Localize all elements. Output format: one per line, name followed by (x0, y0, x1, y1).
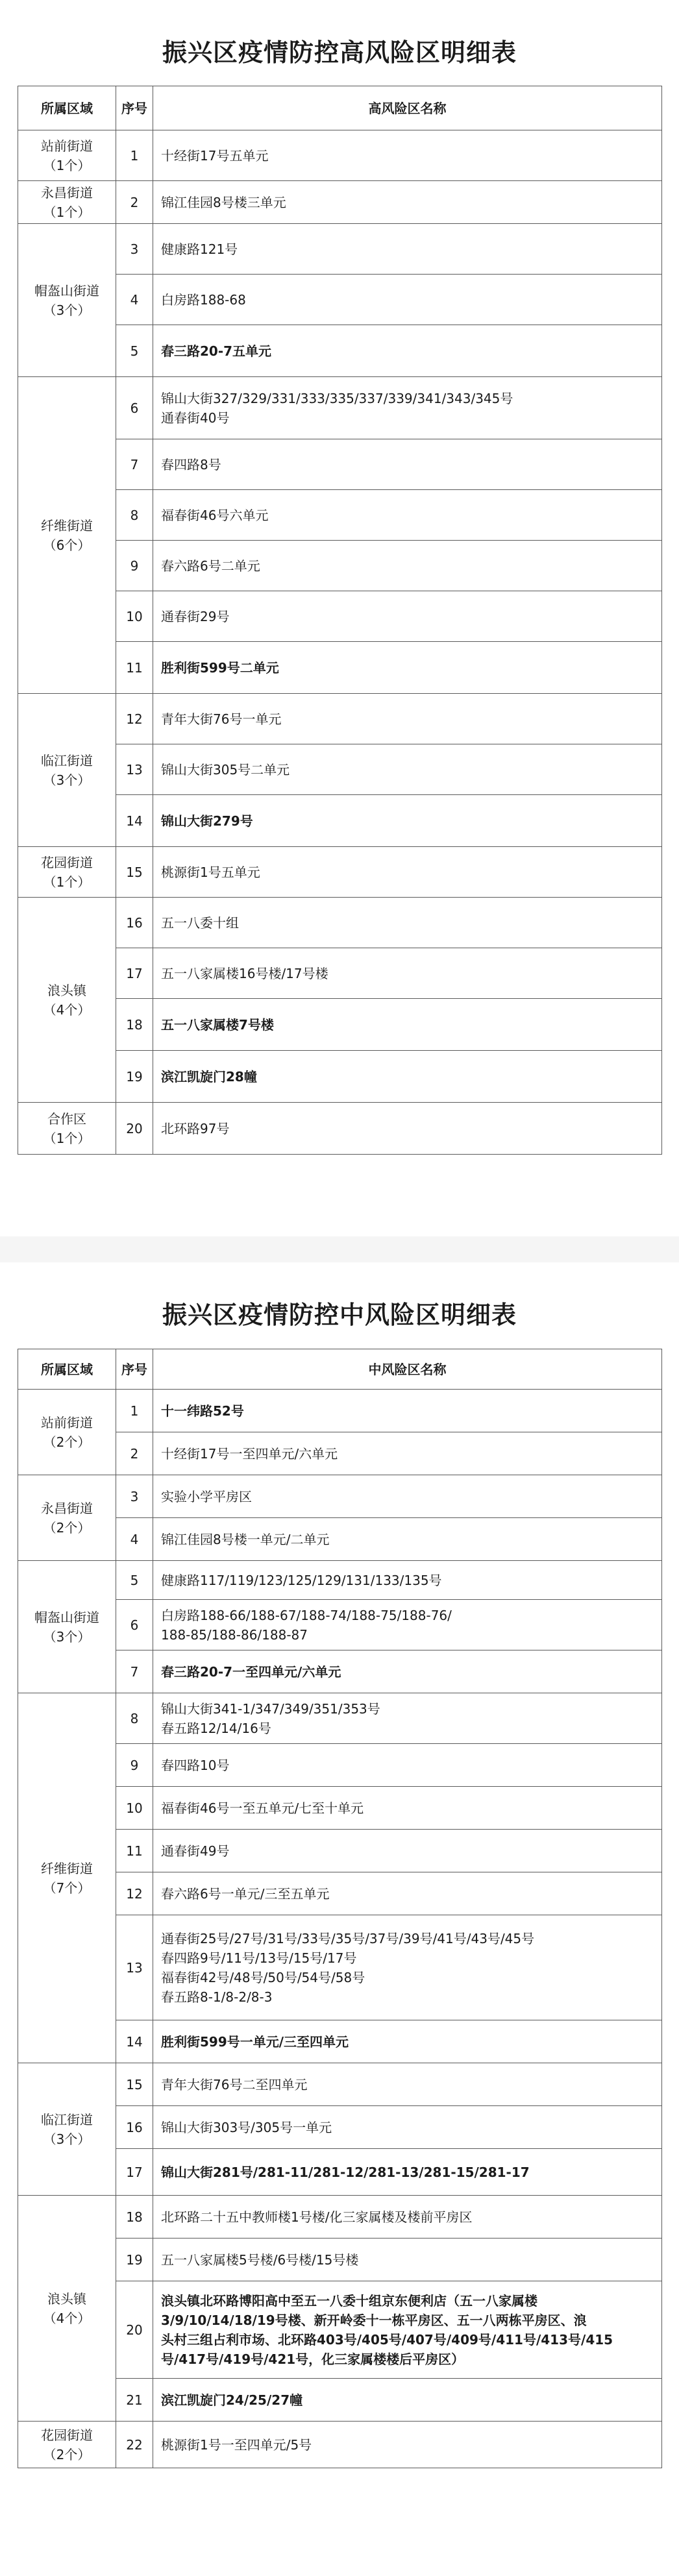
risk-area-name-cell: 春六路6号一单元/三至五单元 (153, 1872, 662, 1915)
risk-area-name-cell: 春四路8号 (153, 439, 662, 490)
risk-area-name-cell: 桃源街1号五单元 (153, 847, 662, 898)
seq-cell: 7 (116, 439, 153, 490)
area-cell (18, 2196, 116, 2422)
seq-cell: 2 (116, 1432, 153, 1475)
seq-cell: 2 (116, 181, 153, 224)
seq-cell: 4 (116, 1518, 153, 1561)
area-name: 临江街道 (41, 2111, 93, 2128)
area-count: （2个） (43, 1434, 91, 1450)
area-cell (18, 377, 116, 694)
seq-cell: 16 (116, 2106, 153, 2149)
seq-cell: 14 (116, 795, 153, 847)
risk-area-name-cell: 白房路188-66/188-67/188-74/188-75/188-76/ 188-85/188-86/188-87 (153, 1600, 662, 1650)
table-row (18, 2422, 662, 2468)
area-name: 花园街道 (41, 854, 93, 870)
seq-cell: 11 (116, 642, 153, 694)
seq-cell: 19 (116, 1051, 153, 1103)
table-row (18, 181, 662, 224)
area-cell (18, 1390, 116, 1475)
table-row (18, 377, 662, 439)
seq-cell: 6 (116, 377, 153, 439)
area-cell (18, 181, 116, 224)
table-row (18, 1475, 662, 1518)
area-name: 站前街道 (41, 1414, 93, 1430)
risk-area-name-cell: 白房路188-68 (153, 275, 662, 325)
area-name: 永昌街道 (41, 1500, 93, 1516)
seq-cell: 9 (116, 541, 153, 591)
area-cell (18, 1561, 116, 1693)
table-row (18, 898, 662, 948)
risk-area-name-cell: 锦山大街341-1/347/349/351/353号 春五路12/14/16号 (153, 1693, 662, 1744)
area-name: 纤维街道 (41, 1860, 93, 1876)
seq-cell: 18 (116, 2196, 153, 2239)
seq-cell: 18 (116, 999, 153, 1051)
risk-area-name-cell: 春三路20-7一至四单元/六单元 (153, 1650, 662, 1693)
seq-cell: 19 (116, 2239, 153, 2281)
area-name: 帽盔山街道 (34, 282, 99, 299)
table-header-row (18, 86, 662, 130)
risk-area-name-cell: 春四路10号 (153, 1744, 662, 1787)
area-cell (18, 130, 116, 181)
risk-area-name-cell: 胜利街599号二单元 (153, 642, 662, 694)
name-header: 中风险区名称 (153, 1349, 662, 1390)
table-row (18, 224, 662, 275)
risk-area-name-cell: 十经街17号一至四单元/六单元 (153, 1432, 662, 1475)
area-name: 临江街道 (41, 752, 93, 768)
seq-cell: 11 (116, 1830, 153, 1872)
area-cell (18, 847, 116, 898)
area-name: 合作区 (47, 1110, 86, 1127)
area-cell (18, 224, 116, 377)
seq-cell: 21 (116, 2379, 153, 2422)
table-row (18, 1561, 662, 1600)
risk-area-name-cell: 青年大街76号一单元 (153, 694, 662, 744)
risk-area-name-cell: 五一八家属楼16号楼/17号楼 (153, 948, 662, 999)
table-row (18, 2196, 662, 2239)
area-count: （1个） (43, 1130, 91, 1146)
area-count: （1个） (43, 157, 91, 173)
area-cell (18, 1693, 116, 2063)
area-count: （4个） (43, 2310, 91, 2326)
seq-cell: 14 (116, 2020, 153, 2063)
risk-area-name-cell: 春三路20-7五单元 (153, 325, 662, 377)
seq-cell: 8 (116, 1693, 153, 1744)
risk-area-name-cell: 五一八家属楼5号楼/6号楼/15号楼 (153, 2239, 662, 2281)
area-count: （7个） (43, 1880, 91, 1896)
risk-area-name-cell: 通春街25号/27号/31号/33号/35号/37号/39号/41号/43号/45号 春四路9号/11号/13号/15号/17号 福春街42号/48号/50号/54号/58号 春五路8-1/8-2/8-3 (153, 1915, 662, 2020)
seq-cell: 9 (116, 1744, 153, 1787)
table-header-row (18, 1349, 662, 1390)
area-name: 花园街道 (41, 2427, 93, 2443)
risk-area-name-cell: 北环路97号 (153, 1103, 662, 1155)
table-row (18, 847, 662, 898)
area-cell (18, 2063, 116, 2196)
seq-cell: 5 (116, 1561, 153, 1600)
risk-area-name-cell: 福春街46号六单元 (153, 490, 662, 541)
seq-cell: 16 (116, 898, 153, 948)
table-row (18, 130, 662, 181)
area-cell (18, 1103, 116, 1155)
seq-cell: 20 (116, 1103, 153, 1155)
area-count: （4个） (43, 1001, 91, 1018)
area-cell (18, 898, 116, 1103)
seq-cell: 10 (116, 1787, 153, 1830)
seq-cell: 10 (116, 591, 153, 642)
seq-cell: 20 (116, 2281, 153, 2379)
seq-cell: 5 (116, 325, 153, 377)
area-count: （3个） (43, 2131, 91, 2147)
risk-area-name-cell: 锦山大街305号二单元 (153, 744, 662, 795)
table-row (18, 1390, 662, 1432)
seq-cell: 3 (116, 1475, 153, 1518)
seq-cell: 4 (116, 275, 153, 325)
seq-cell: 15 (116, 847, 153, 898)
area-count: （3个） (43, 1628, 91, 1645)
area-count: （6个） (43, 537, 91, 553)
seq-cell: 7 (116, 1650, 153, 1693)
area-name: 浪头镇 (47, 2290, 86, 2307)
area-count: （2个） (43, 2446, 91, 2462)
risk-area-name-cell: 五一八委十组 (153, 898, 662, 948)
area-count: （3个） (43, 772, 91, 788)
area-name: 帽盔山街道 (34, 1609, 99, 1625)
seq-cell: 6 (116, 1600, 153, 1650)
risk-area-name-cell: 胜利街599号一单元/三至四单元 (153, 2020, 662, 2063)
table-row (18, 694, 662, 744)
risk-area-name-cell: 锦山大街327/329/331/333/335/337/339/341/343/345号 通春街40号 (153, 377, 662, 439)
risk-area-name-cell: 桃源街1号一至四单元/5号 (153, 2422, 662, 2468)
area-name: 纤维街道 (41, 517, 93, 534)
area-count: （1个） (43, 204, 91, 220)
medium-risk-title: 振兴区疫情防控中风险区明细表 (162, 1301, 517, 1329)
risk-area-name-cell: 北环路二十五中教师楼1号楼/化三家属楼及楼前平房区 (153, 2196, 662, 2239)
risk-area-name-cell: 青年大街76号二至四单元 (153, 2063, 662, 2106)
risk-area-name-cell: 锦山大街281号/281-11/281-12/281-13/281-15/281-17 (153, 2149, 662, 2196)
seq-cell: 13 (116, 744, 153, 795)
area-header: 所属区域 (18, 86, 116, 130)
seq-cell: 12 (116, 1872, 153, 1915)
high-risk-title: 振兴区疫情防控高风险区明细表 (162, 38, 517, 67)
risk-area-name-cell: 健康路117/119/123/125/129/131/133/135号 (153, 1561, 662, 1600)
risk-area-name-cell: 十经街17号五单元 (153, 130, 662, 181)
risk-area-name-cell: 滨江凯旋门28幢 (153, 1051, 662, 1103)
area-cell (18, 2422, 116, 2468)
risk-area-name-cell: 锦江佳园8号楼一单元/二单元 (153, 1518, 662, 1561)
risk-area-name-cell: 健康路121号 (153, 224, 662, 275)
risk-area-name-cell: 五一八家属楼7号楼 (153, 999, 662, 1051)
table-row (18, 1103, 662, 1155)
risk-area-name-cell: 浪头镇北环路博阳高中至五一八委十组京东便利店（五一八家属楼 3/9/10/14/18/19号楼、新开岭委十一栋平房区、五一八两栋平房区、浪 头村三组占利市场、北环路403号/405号/407号/409号/411号/413号/415 号/417号/419号/421号，化三家属楼楼后平房区） (153, 2281, 662, 2379)
risk-area-name-cell: 滨江凯旋门24/25/27幢 (153, 2379, 662, 2422)
area-header: 所属区域 (18, 1349, 116, 1390)
area-name: 浪头镇 (47, 982, 86, 998)
area-name: 站前街道 (41, 138, 93, 154)
table-row (18, 2063, 662, 2106)
table-row (18, 1693, 662, 1744)
seq-cell: 17 (116, 948, 153, 999)
area-count: （2个） (43, 1519, 91, 1536)
area-count: （1个） (43, 874, 91, 890)
seq-cell: 17 (116, 2149, 153, 2196)
risk-area-name-cell: 通春街29号 (153, 591, 662, 642)
seq-cell: 3 (116, 224, 153, 275)
high-risk-table (18, 86, 662, 1155)
section-divider (0, 1236, 679, 1262)
area-cell (18, 1475, 116, 1561)
seq-cell: 22 (116, 2422, 153, 2468)
seq-header: 序号 (116, 86, 153, 130)
area-name: 永昌街道 (41, 184, 93, 201)
risk-area-name-cell: 十一纬路52号 (153, 1390, 662, 1432)
risk-area-name-cell: 锦山大街279号 (153, 795, 662, 847)
risk-area-name-cell: 实验小学平房区 (153, 1475, 662, 1518)
area-cell (18, 694, 116, 847)
risk-area-name-cell: 春六路6号二单元 (153, 541, 662, 591)
seq-cell: 15 (116, 2063, 153, 2106)
risk-area-name-cell: 锦山大街303号/305号一单元 (153, 2106, 662, 2149)
risk-area-name-cell: 福春街46号一至五单元/七至十单元 (153, 1787, 662, 1830)
seq-cell: 8 (116, 490, 153, 541)
area-count: （3个） (43, 302, 91, 318)
seq-cell: 12 (116, 694, 153, 744)
risk-area-name-cell: 锦江佳园8号楼三单元 (153, 181, 662, 224)
seq-cell: 1 (116, 1390, 153, 1432)
medium-risk-table (18, 1349, 662, 2468)
risk-area-name-cell: 通春街49号 (153, 1830, 662, 1872)
seq-header: 序号 (116, 1349, 153, 1390)
name-header: 高风险区名称 (153, 86, 662, 130)
seq-cell: 13 (116, 1915, 153, 2020)
seq-cell: 1 (116, 130, 153, 181)
